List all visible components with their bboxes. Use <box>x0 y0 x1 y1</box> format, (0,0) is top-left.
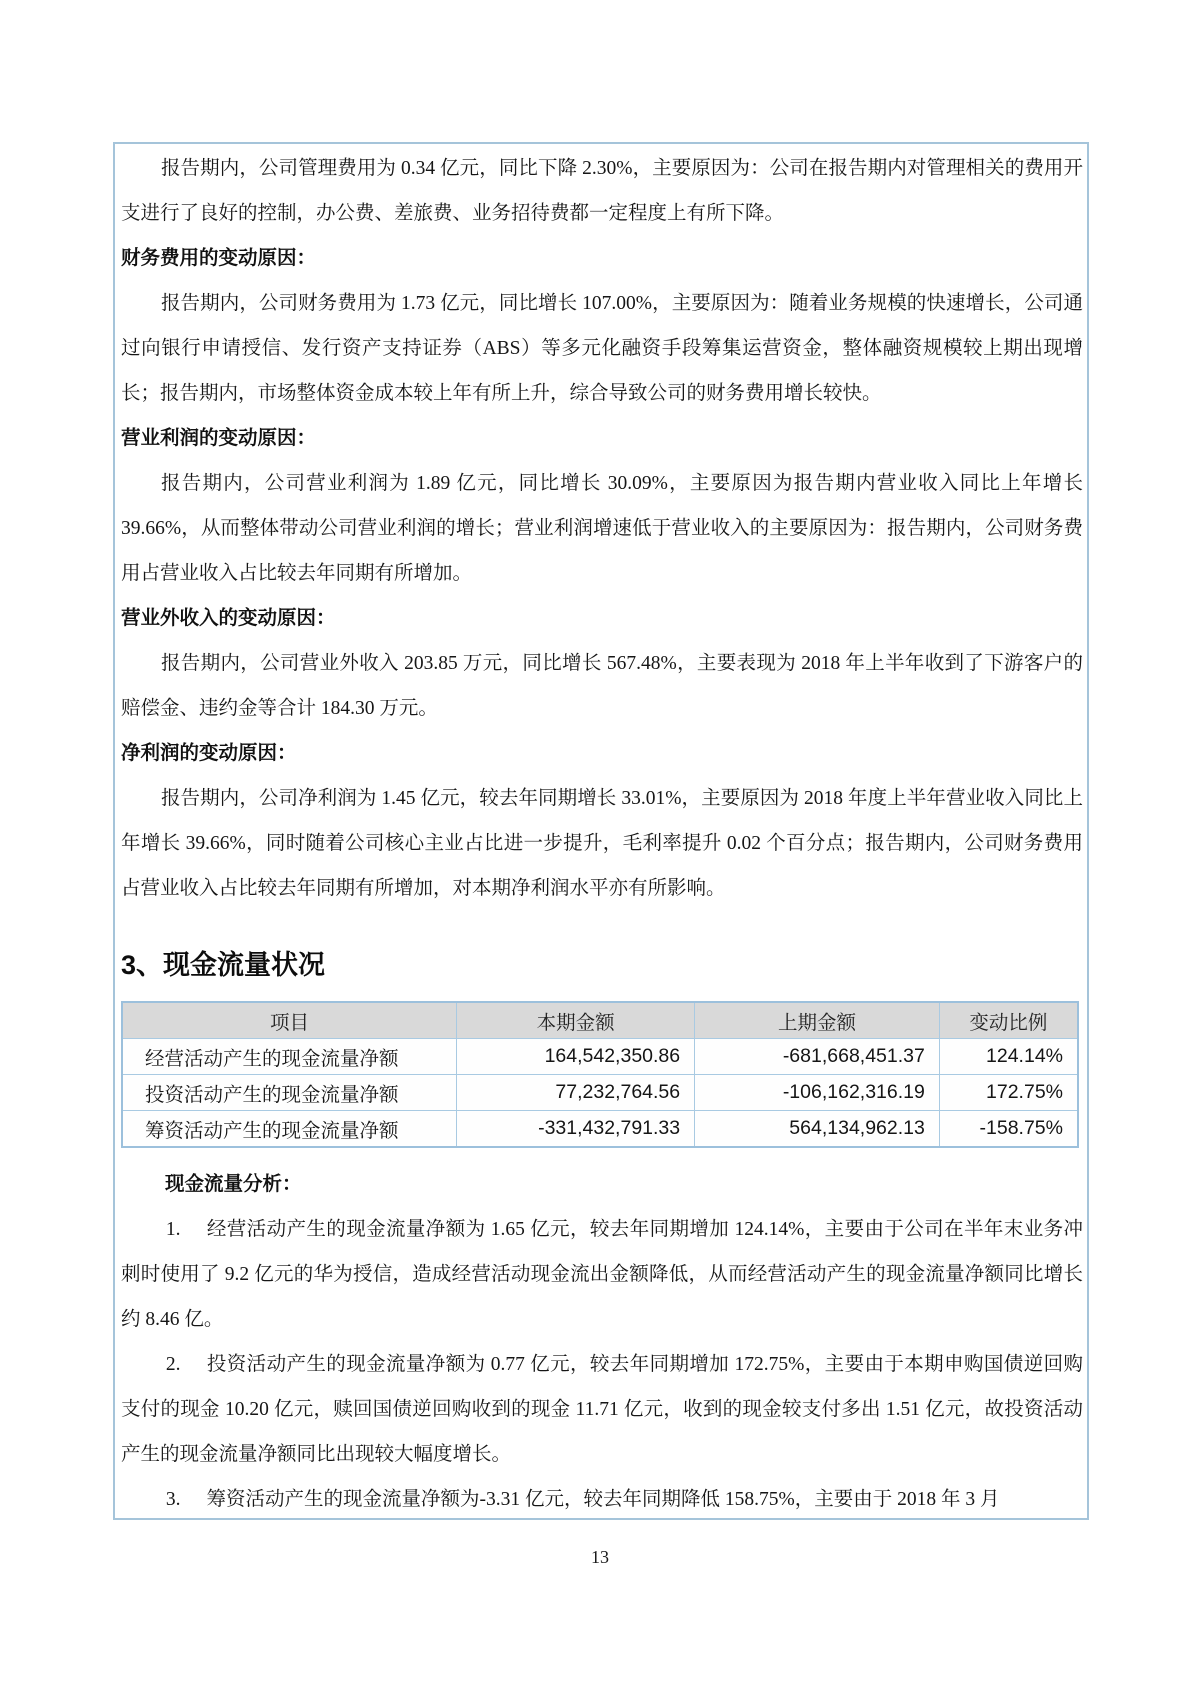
analysis-item-financing <box>121 1477 1083 1520</box>
analysis-item-text: 经营活动产生的现金流量净额为 1.65 亿元，较去年同期增加 124.14%，主要由于公司在半年末业务冲刺时使用了 9.2 亿元的华为授信，造成经营活动现金流出金额降低，从而经营活动产生的现金流量净额同比增长约 8.46 亿。 <box>121 1219 1083 1330</box>
analysis-item-number: 1. <box>165 1219 181 1240</box>
column-header-item: 项目 <box>122 1002 457 1039</box>
cell-item: 投资活动产生的现金流量净额 <box>122 1075 457 1111</box>
paragraph-non-operating-income: 报告期内，公司营业外收入 203.85 万元，同比增长 567.48%，主要表现为 2018 年上半年收到了下游客户的赔偿金、违约金等合计 184.30 万元。 <box>121 653 1083 719</box>
cell-change-ratio: 124.14% <box>939 1039 1078 1075</box>
cell-current-amount: -331,432,791.33 <box>457 1111 695 1148</box>
analysis-item-text: 投资活动产生的现金流量净额为 0.77 亿元，较去年同期增加 172.75%，主要由于本期申购国债逆回购支付的现金 10.20 亿元，赎回国债逆回购收到的现金 11.71 亿元，收到的现金较支付多出 1.51 亿元，故投资活动产生的现金流量净额同比出现较大幅度增长。 <box>121 1354 1083 1465</box>
content-frame <box>113 142 1089 1520</box>
heading-financial-expense: 财务费用的变动原因： <box>121 247 317 269</box>
table-row-operating <box>122 1039 1078 1075</box>
page-number: 13 <box>591 1547 609 1567</box>
cell-item: 经营活动产生的现金流量净额 <box>122 1039 457 1075</box>
paragraph-management-expense: 报告期内，公司管理费用为 0.34 亿元，同比下降 2.30%，主要原因为：公司在报告期内对管理相关的费用开支进行了良好的控制，办公费、差旅费、业务招待费都一定程度上有所下降。 <box>121 158 1083 224</box>
cash-flow-table <box>121 1001 1079 1148</box>
column-header-prior-amount: 上期金额 <box>695 1002 940 1039</box>
heading-net-profit: 净利润的变动原因： <box>121 742 297 764</box>
heading-operating-profit: 营业利润的变动原因： <box>121 427 317 449</box>
analysis-item-number: 2. <box>165 1354 181 1375</box>
cell-prior-amount: -681,668,451.37 <box>695 1039 940 1075</box>
analysis-item-operating <box>121 1207 1083 1342</box>
cell-current-amount: 164,542,350.86 <box>457 1039 695 1075</box>
analysis-item-investing <box>121 1342 1083 1477</box>
analysis-item-text: 筹资活动产生的现金流量净额为-3.31 亿元，较去年同期降低 158.75%，主要由于 2018 年 3 月 <box>206 1489 1000 1510</box>
table-header-row <box>122 1002 1078 1039</box>
paragraph-financial-expense: 报告期内，公司财务费用为 1.73 亿元，同比增长 107.00%，主要原因为：随着业务规模的快速增长，公司通过向银行申请授信、发行资产支持证券（ABS）等多元化融资手段筹集运营资金，整体融资规模较上期出现增长；报告期内，市场整体资金成本较上年有所上升，综合导致公司的财务费用增长较快。 <box>121 293 1083 404</box>
cell-change-ratio: 172.75% <box>939 1075 1078 1111</box>
column-header-current-amount: 本期金额 <box>457 1002 695 1039</box>
section-title-cash-flow: 3、现金流量状况 <box>121 950 326 980</box>
cell-current-amount: 77,232,764.56 <box>457 1075 695 1111</box>
cell-change-ratio: -158.75% <box>939 1111 1078 1148</box>
analysis-item-number: 3. <box>165 1489 181 1510</box>
table-row-investing <box>122 1075 1078 1111</box>
column-header-change-ratio: 变动比例 <box>939 1002 1078 1039</box>
heading-cash-flow-analysis: 现金流量分析： <box>165 1173 302 1195</box>
heading-non-operating-income: 营业外收入的变动原因： <box>121 607 336 629</box>
table-row-financing <box>122 1111 1078 1148</box>
paragraph-net-profit: 报告期内，公司净利润为 1.45 亿元，较去年同期增长 33.01%，主要原因为 2018 年度上半年营业收入同比上年增长 39.66%，同时随着公司核心主业占比进一步提升，毛利率提升 0.02 个百分点；报告期内，公司财务费用占营业收入占比较去年同期有所增加，对本期净利润水平亦有所影响。 <box>121 788 1083 899</box>
cell-prior-amount: 564,134,962.13 <box>695 1111 940 1148</box>
cell-prior-amount: -106,162,316.19 <box>695 1075 940 1111</box>
paragraph-operating-profit: 报告期内，公司营业利润为 1.89 亿元，同比增长 30.09%，主要原因为报告期内营业收入同比上年增长 39.66%，从而整体带动公司营业利润的增长；营业利润增速低于营业收入的主要原因为：报告期内，公司财务费用占营业收入占比较去年同期有所增加。 <box>121 473 1083 584</box>
cell-item: 筹资活动产生的现金流量净额 <box>122 1111 457 1148</box>
